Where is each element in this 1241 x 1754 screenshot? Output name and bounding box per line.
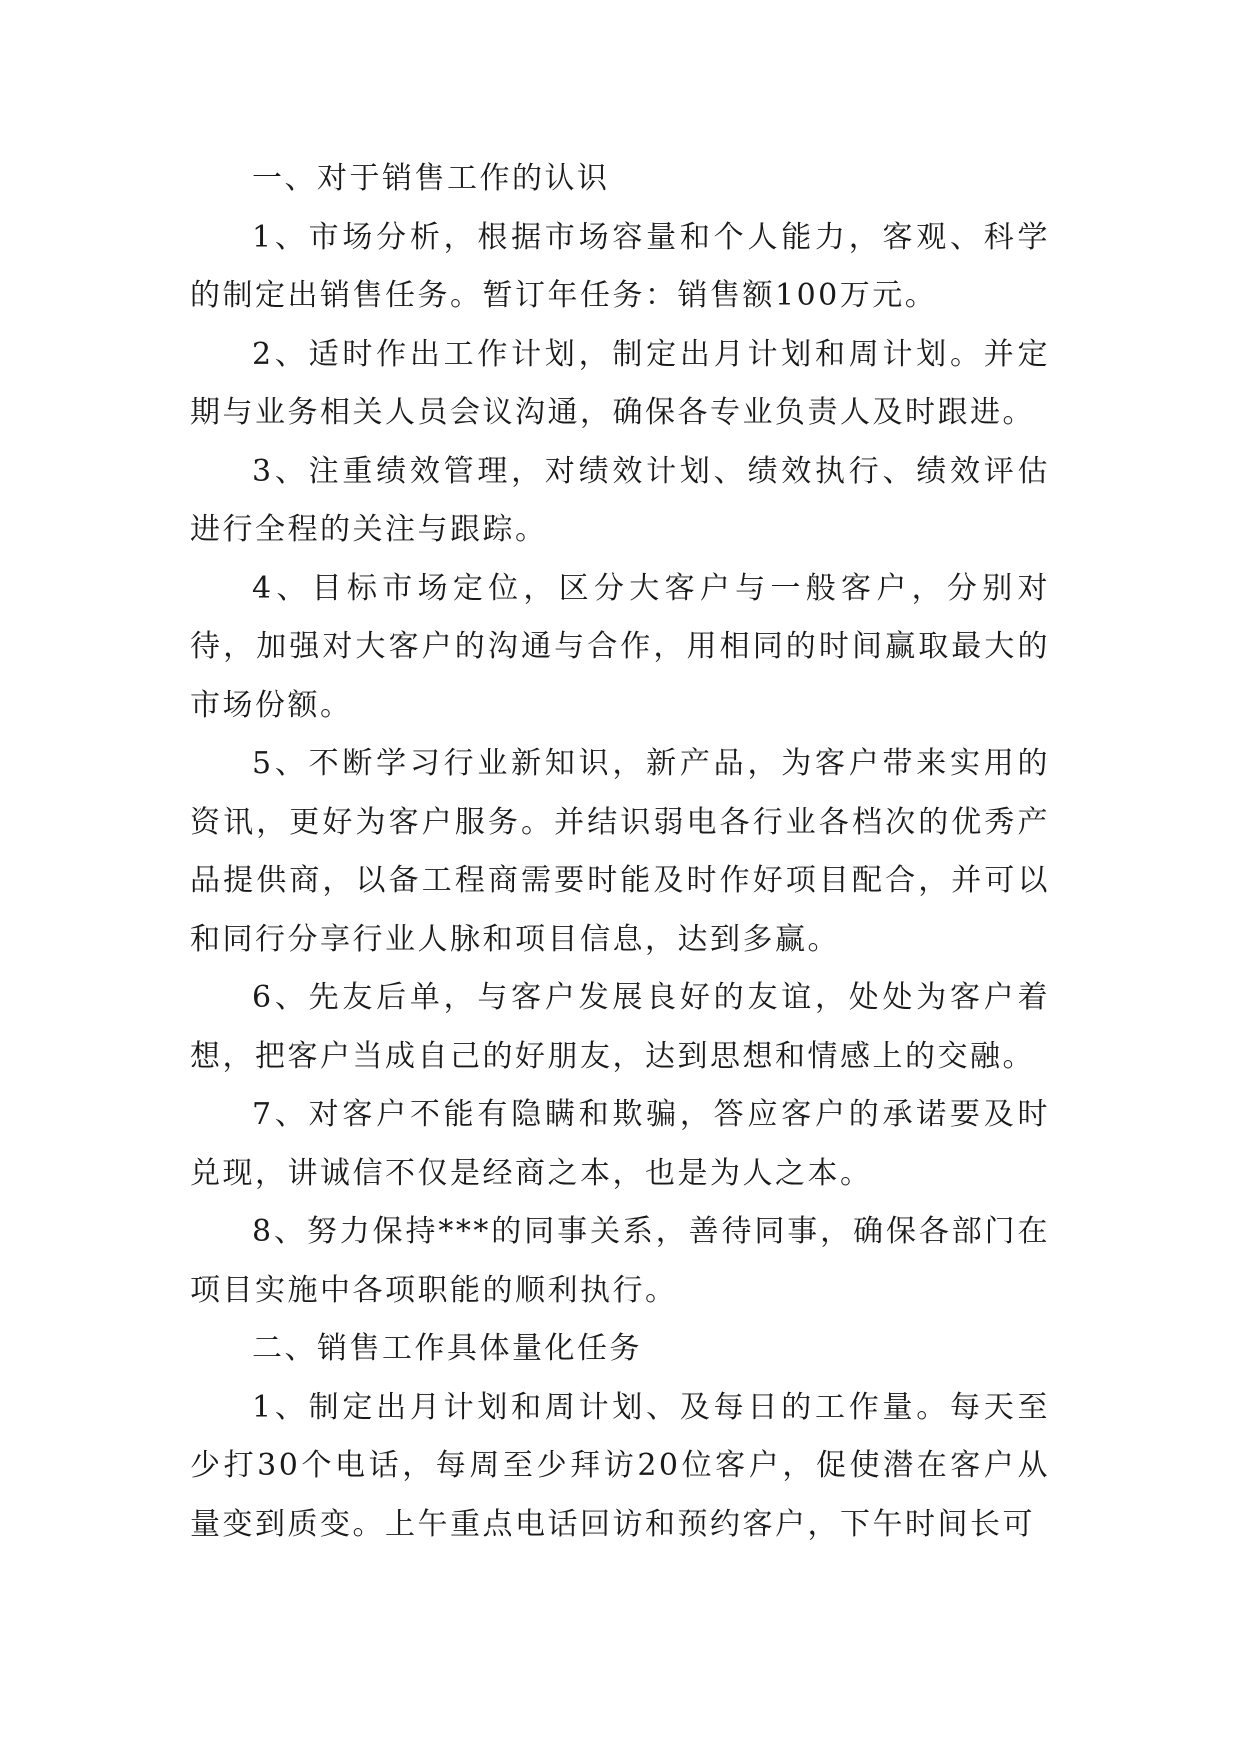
- paragraph: 6、先友后单，与客户发展良好的友谊，处处为客户着想，把客户当成自己的好朋友，达到思想和情感上的交融。: [190, 980, 1050, 1074]
- paragraph: 2、适时作出工作计划，制定出月计划和周计划。并定期与业务相关人员会议沟通，确保各专业负责人及时跟进。: [190, 336, 1050, 430]
- paragraph: 7、对客户不能有隐瞒和欺骗，答应客户的承诺要及时兑现，讲诚信不仅是经商之本，也是为人之本。: [190, 1097, 1050, 1191]
- paragraph: 1、市场分析，根据市场容量和个人能力，客观、科学的制定出销售任务。暂订年任务：销售额100万元。: [190, 219, 1050, 313]
- paragraph: 3、注重绩效管理，对绩效计划、绩效执行、绩效评估进行全程的关注与跟踪。: [190, 453, 1050, 547]
- paragraph: 4、目标市场定位，区分大客户与一般客户，分别对待，加强对大客户的沟通与合作，用相同的时间赢取最大的市场份额。: [190, 570, 1050, 723]
- document-body: [190, 150, 1050, 1554]
- paragraph: 1、制定出月计划和周计划、及每日的工作量。每天至少打30个电话，每周至少拜访20位客户，促使潜在客户从量变到质变。上午重点电话回访和预约客户，下午时间长可: [190, 1389, 1050, 1542]
- section-heading: 二、销售工作具体量化任务: [252, 1331, 642, 1366]
- paragraph: 8、努力保持***的同事关系，善待同事，确保各部门在项目实施中各项职能的顺利执行。: [190, 1214, 1050, 1308]
- section-heading: 一、对于销售工作的认识: [252, 161, 610, 196]
- paragraph: 5、不断学习行业新知识，新产品，为客户带来实用的资讯，更好为客户服务。并结识弱电各行业各档次的优秀产品提供商，以备工程商需要时能及时作好项目配合，并可以和同行分享行业人脉和项目信息，达到多赢。: [190, 746, 1050, 957]
